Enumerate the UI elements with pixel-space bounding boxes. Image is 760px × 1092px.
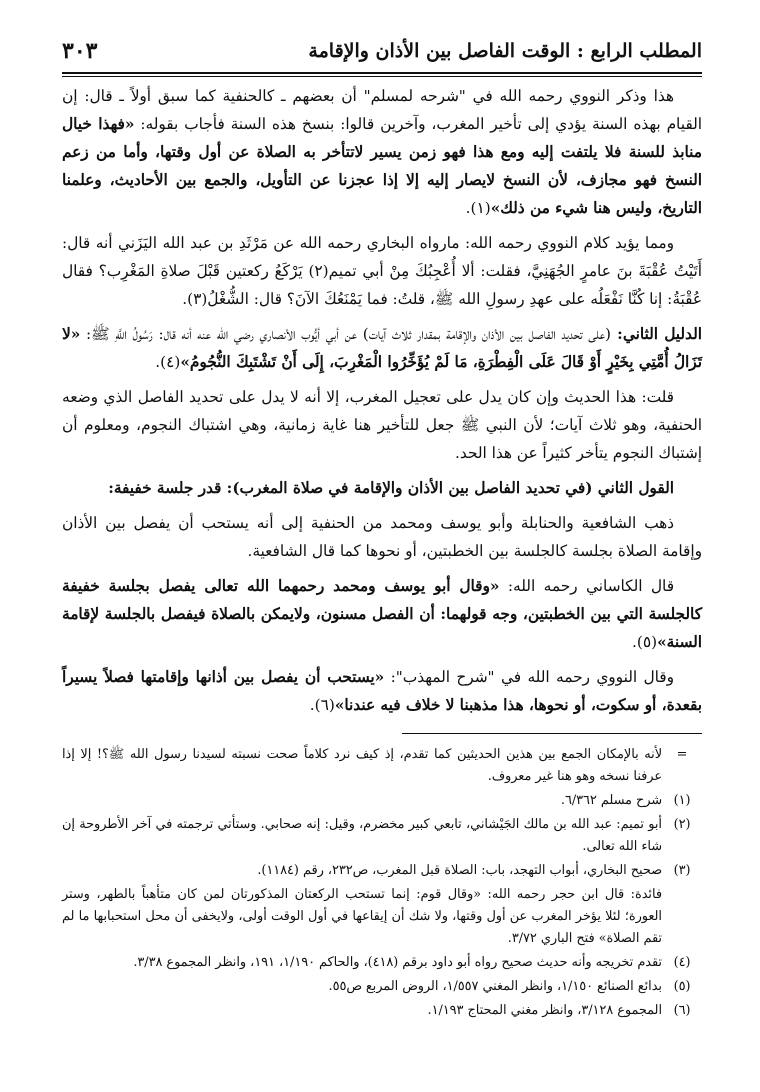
text-run: (على تحديد الفاصل بين الأذان والإقامة بمقدار ثلاث آيات) عن أبي أيُّوب الأنصاري رضي الله عنه أنه قال: رَسُولُ اللَّهِ ﷺ: — [80, 325, 612, 343]
bold-text: «وقال أبو يوسف ومحمد رحمهما الله تعالى يفصل بجلسة خفيفة كالجلسة التي بين الخطبتين، وجه قولهما: أن الفصل مسنون، ولايمكن بالصلاة فيفصل بالجلسة لإقامة السنة» — [62, 577, 702, 651]
footnote-marker: (٢) — [673, 817, 691, 832]
footnote-text: المجموع ٣/١٢٨، وانظر مغني المحتاج ١/١٩٣. — [427, 1003, 662, 1018]
footnote — [62, 1000, 702, 1022]
text-run: هذا وذكر النووي رحمه الله في "شرحه لمسلم" أن بعضهم ـ كالحنفية كما سبق أولاً ـ قال: إن القيام بهذه السنة يؤدي إلى تأخير المغرب، وآخرين قالوا: بنسخ هذه السنة فأجاب بقوله: — [62, 87, 702, 133]
footnote — [62, 976, 702, 998]
footnote-text: فائدة: قال ابن حجر رحمه الله: «وقال قوم: إنما تستحب الركعتان المذكورتان لمن كان متأهباً بالطهر، وستر العورة؛ لئلا يؤخر المغرب عن أول وقتها، ولا شك أن إيقاعها في أول الوقت أولى، ولايخفى أن محل استحبابها ما لم تقم الصلاة» فتح الباري ٣/٧٢. — [62, 887, 662, 946]
header-rule — [62, 76, 702, 77]
section-title: المطلب الرابع : الوقت الفاصل بين الأذان والإقامة — [308, 40, 702, 62]
page-header — [62, 36, 702, 74]
paragraph — [62, 572, 702, 656]
footnote-text: بدائع الصنائع ١/١٥٠، وانظر المغني ١/٥٥٧، الروض المربع ص٥٥. — [328, 979, 662, 994]
text-run: (٦). — [309, 696, 335, 714]
paragraph — [62, 320, 702, 376]
footnotes — [62, 744, 702, 1022]
footnote-marker — [662, 884, 702, 950]
text-run: (٤). — [155, 353, 181, 371]
text-run: (٥). — [632, 633, 658, 651]
paragraph — [62, 229, 702, 313]
page-number: ٣٠٣ — [62, 38, 98, 64]
text-run: قال الكاساني رحمه الله: — [499, 577, 675, 595]
paragraph — [62, 509, 702, 565]
footnote — [62, 860, 702, 882]
text-run: ذهب الشافعية والحنابلة وأبو يوسف ومحمد من الحنفية إلى أنه يستحب أن يفصل بين الأذان وإقامة الصلاة بجلسة كالجلسة بين الخطبتين، أو نحوها كما قال الشافعية. — [62, 514, 702, 560]
book-page — [62, 36, 702, 1076]
footnote-text: لأنه بالإمكان الجمع بين هذين الحديثين كما تقدم، إذ كيف نرد كلاماً صحت نسبته لسيدنا رسول الله ﷺ؟! إلا إذا عرفنا نسخه وهو هنا غير معروف. — [62, 747, 662, 784]
footnote-text: أبو تميم: عبد الله بن مالك الجَيْشاني، تابعي كبير مخضرم، وقيل: إنه صحابي. وستأتي ترجمته في آخر الأطروحة إن شاء الله تعالى. — [62, 817, 662, 854]
bold-text: «فهذا خيال منابذ للسنة فلا يلتفت إليه ومع هذا فهو زمن يسير لاتتأخر به الصلاة عن أول وقتها، وأما من زعم النسخ فهو مجازف، لأن النسخ لايصار إليه إلا إذا عجزنا عن التأويل، والجمع بين الأحاديث، وعلمنا التاريخ، وليس هنا شيء من ذلك» — [62, 115, 702, 217]
text-run: (١). — [465, 199, 491, 217]
bold-text: الدليل الثاني: — [611, 325, 702, 343]
footnote-text: شرح مسلم ٦/٣٦٢. — [560, 793, 662, 808]
paragraph — [62, 663, 702, 719]
footnote-marker: (٣) — [673, 863, 691, 878]
paragraph — [62, 474, 702, 502]
footnote-separator — [402, 733, 702, 734]
text-run: قلت: هذا الحديث وإن كان يدل على تعجيل المغرب، إلا أنه لا يدل على تحديد الفاصل الذي وضعه الحنفية، وهو ثلاث آيات؛ لأن النبي ﷺ جعل للتأخير هنا غاية زمانية، وهي اشتباك النجوم، ومعلوم أن إشتباك النجوم يتأخر كثيراً عن هذا الحد. — [62, 388, 702, 462]
bold-text: «لا تَزَالُ أُمَّتِي بِخَيْرٍ أَوْ قَالَ عَلَى الْفِطْرَةِ، مَا لَمْ يُؤَخِّرُوا الْمَغْرِبَ، إِلَى أَنْ تَشْتَبِكَ النُّجُومُ» — [62, 325, 702, 371]
main-text — [62, 82, 702, 719]
paragraph — [62, 82, 702, 222]
footnote-text: صحيح البخاري، أبواب التهجد، باب: الصلاة قبل المغرب، ص٢٣٢، رقم (١١٨٤). — [257, 863, 662, 878]
footnote-marker: (١) — [673, 793, 691, 808]
text-run: ومما يؤيد كلام النووي رحمه الله: مارواه البخاري رحمه الله عن مَرْثَدِ بن عبد الله اليَزَني أنه قال: أَتَيْتُ عُقْبَةَ بنَ عامرٍ الجُهَنِيَّ، فقلت: ألا أُعْجِبُكَ مِنْ أبي تميم(٢) يَرْكَعُ ركعتين قَبْلَ صلاةِ المَغْرِب؟ فقال عُقْبَةُ: إنا كُنَّا نَفْعَلُه على عهدِ رسولِ الله ﷺ، قلتُ: فما يَمْنَعُكَ الآنَ؟ قال: الشُّغْلُ(٣). — [62, 234, 702, 308]
bold-text: القول الثاني (في تحديد الفاصل بين الأذان والإقامة في صلاة المغرب): قدر جلسة خفيفة: — [108, 479, 674, 497]
footnote-text: تقدم تخريجه وأنه حديث صحيح رواه أبو داود برقم (٤١٨)، والحاكم ١/١٩٠، ١٩١، وانظر المجموع ٣/٣٨. — [133, 955, 662, 970]
text-run: وقال النووي رحمه الله في "شرح المهذب": — [384, 668, 674, 686]
footnote — [62, 790, 702, 812]
footnote — [62, 814, 702, 858]
footnote-marker: = — [676, 747, 688, 762]
footnote — [62, 884, 702, 950]
footnote — [62, 744, 702, 788]
paragraph — [62, 383, 702, 467]
footnote-marker: (٥) — [673, 979, 691, 994]
footnote-marker: (٤) — [673, 955, 691, 970]
bold-text: «يستحب أن يفصل بين أذانها وإقامتها فصلاً يسيراً بقعدة، أو سكوت، أو نحوها، هذا مذهبنا لا خلاف فيه عندنا» — [62, 668, 702, 714]
footnote-marker: (٦) — [673, 1003, 691, 1018]
footnote — [62, 952, 702, 974]
